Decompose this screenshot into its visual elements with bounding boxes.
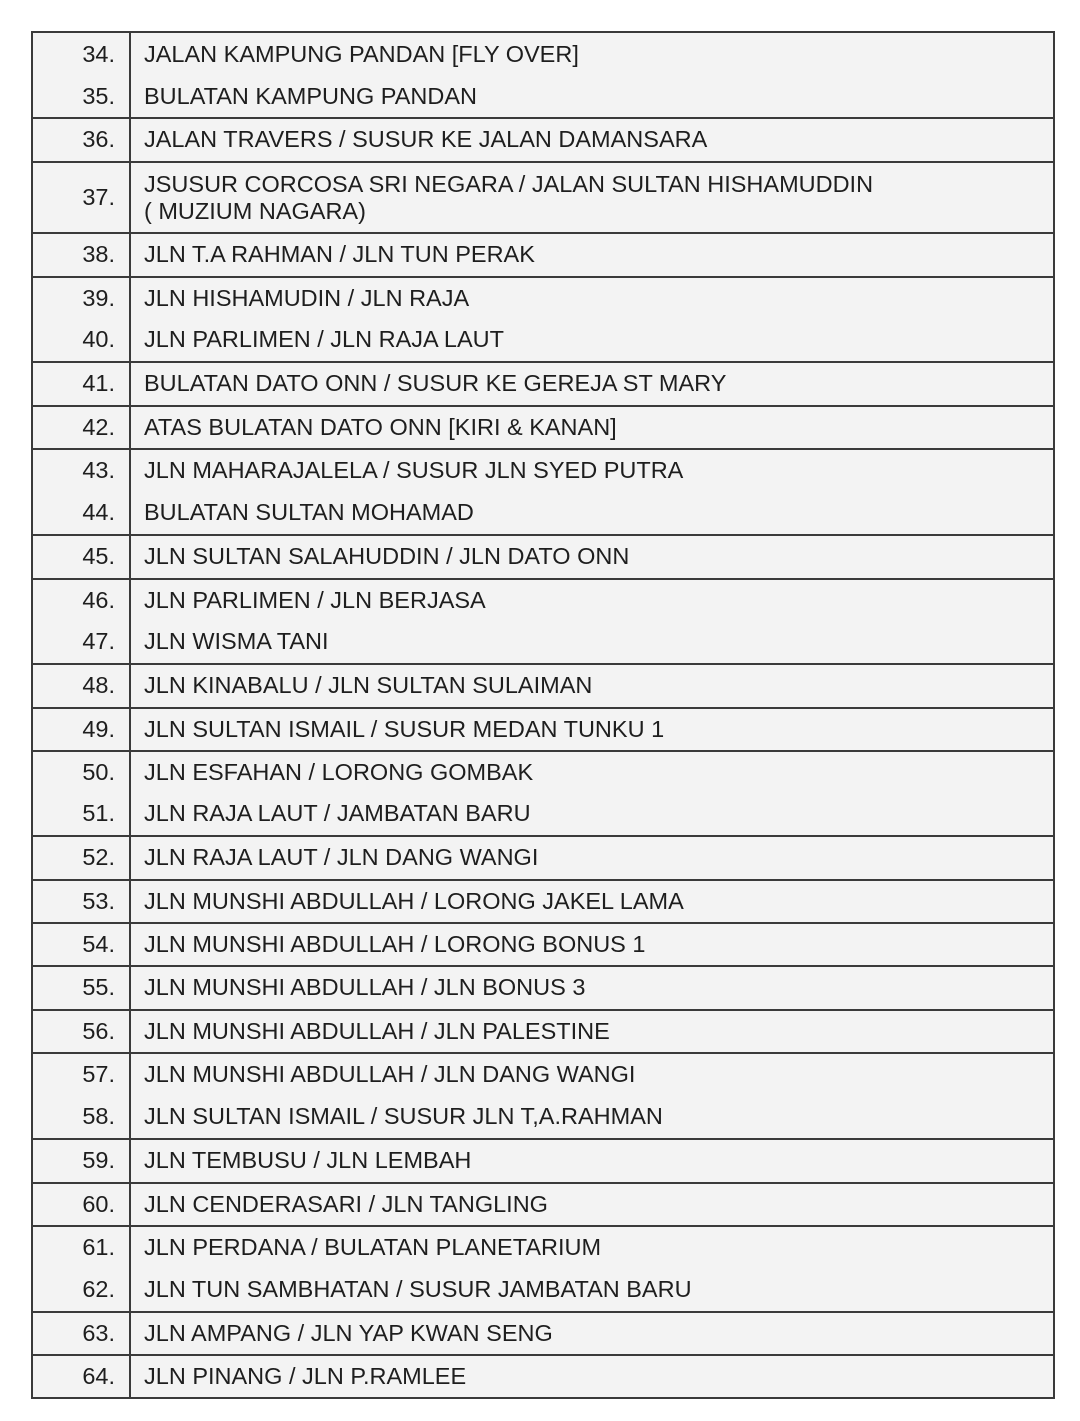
row-number: 40.	[32, 319, 130, 362]
row-number: 59.	[32, 1139, 130, 1183]
row-number: 45.	[32, 535, 130, 579]
table-row	[32, 362, 1054, 406]
row-location: JLN MAHARAJALELA / SUSUR JLN SYED PUTRA	[130, 449, 1054, 492]
table-row	[32, 319, 1054, 362]
row-number: 35.	[32, 76, 130, 118]
row-number: 63.	[32, 1312, 130, 1355]
row-number: 61.	[32, 1226, 130, 1268]
row-number: 38.	[32, 233, 130, 277]
table-row	[32, 1095, 1054, 1139]
row-number: 64.	[32, 1355, 130, 1398]
row-number: 50.	[32, 751, 130, 793]
row-number: 54.	[32, 923, 130, 966]
table-row	[32, 664, 1054, 708]
row-location: JLN SULTAN SALAHUDDIN / JLN DATO ONN	[130, 535, 1054, 579]
row-number: 39.	[32, 277, 130, 319]
row-number: 56.	[32, 1010, 130, 1053]
row-location-line-2: ( MUZIUM NAGARA)	[144, 197, 366, 224]
row-location: JLN MUNSHI ABDULLAH / JLN PALESTINE	[130, 1010, 1054, 1053]
row-number: 46.	[32, 579, 130, 621]
row-number: 48.	[32, 664, 130, 708]
row-location: JLN ESFAHAN / LORONG GOMBAK	[130, 751, 1054, 793]
table-row	[32, 118, 1054, 162]
row-location: JLN MUNSHI ABDULLAH / LORONG BONUS 1	[130, 923, 1054, 966]
row-location: JLN CENDERASARI / JLN TANGLING	[130, 1183, 1054, 1226]
row-location: JLN PINANG / JLN P.RAMLEE	[130, 1355, 1054, 1398]
row-number: 57.	[32, 1053, 130, 1095]
row-location: JLN MUNSHI ABDULLAH / JLN DANG WANGI	[130, 1053, 1054, 1095]
row-number: 52.	[32, 836, 130, 880]
row-location: JLN PARLIMEN / JLN RAJA LAUT	[130, 319, 1054, 362]
row-location: JLN PERDANA / BULATAN PLANETARIUM	[130, 1226, 1054, 1268]
row-number: 60.	[32, 1183, 130, 1226]
row-location	[130, 162, 1054, 233]
table-row	[32, 751, 1054, 793]
row-location: BULATAN KAMPUNG PANDAN	[130, 76, 1054, 118]
table-row	[32, 1053, 1054, 1095]
row-number: 53.	[32, 880, 130, 923]
table-row	[32, 966, 1054, 1010]
row-number: 58.	[32, 1095, 130, 1139]
table-row	[32, 1183, 1054, 1226]
row-number: 44.	[32, 492, 130, 535]
row-location: JLN RAJA LAUT / JAMBATAN BARU	[130, 793, 1054, 836]
row-location: JLN AMPANG / JLN YAP KWAN SENG	[130, 1312, 1054, 1355]
row-number: 51.	[32, 793, 130, 836]
row-number: 41.	[32, 362, 130, 406]
row-location: JLN KINABALU / JLN SULTAN SULAIMAN	[130, 664, 1054, 708]
table-row	[32, 277, 1054, 319]
row-location: JLN TUN SAMBHATAN / SUSUR JAMBATAN BARU	[130, 1268, 1054, 1312]
row-number: 62.	[32, 1268, 130, 1312]
table-row	[32, 1226, 1054, 1268]
row-location: JLN WISMA TANI	[130, 621, 1054, 664]
table-row	[32, 32, 1054, 76]
row-location: JLN SULTAN ISMAIL / SUSUR JLN T,A.RAHMAN	[130, 1095, 1054, 1139]
row-location: JLN MUNSHI ABDULLAH / LORONG JAKEL LAMA	[130, 880, 1054, 923]
table-row	[32, 1312, 1054, 1355]
row-location: JLN RAJA LAUT / JLN DANG WANGI	[130, 836, 1054, 880]
table-row	[32, 579, 1054, 621]
row-location: BULATAN SULTAN MOHAMAD	[130, 492, 1054, 535]
row-location: JLN PARLIMEN / JLN BERJASA	[130, 579, 1054, 621]
row-location: JLN SULTAN ISMAIL / SUSUR MEDAN TUNKU 1	[130, 708, 1054, 751]
table-row	[32, 76, 1054, 118]
table-row	[32, 492, 1054, 535]
row-location: JLN MUNSHI ABDULLAH / JLN BONUS 3	[130, 966, 1054, 1010]
table-row	[32, 923, 1054, 966]
row-location: JLN TEMBUSU / JLN LEMBAH	[130, 1139, 1054, 1183]
row-number: 43.	[32, 449, 130, 492]
location-table	[31, 31, 1055, 1399]
table-row	[32, 1355, 1054, 1398]
row-location-line-1: JSUSUR CORCOSA SRI NEGARA / JALAN SULTAN HISHAMUDDIN	[144, 170, 874, 197]
table-row	[32, 535, 1054, 579]
row-number: 36.	[32, 118, 130, 162]
row-number: 37.	[32, 162, 130, 233]
table-row	[32, 621, 1054, 664]
table-row	[32, 449, 1054, 492]
table-row	[32, 406, 1054, 449]
row-number: 49.	[32, 708, 130, 751]
table-row	[32, 162, 1054, 233]
table-row	[32, 793, 1054, 836]
row-number: 42.	[32, 406, 130, 449]
table-row	[32, 1010, 1054, 1053]
row-location: JALAN KAMPUNG PANDAN [FLY OVER]	[130, 32, 1054, 76]
table-row	[32, 836, 1054, 880]
row-location: JLN HISHAMUDIN / JLN RAJA	[130, 277, 1054, 319]
row-location: ATAS BULATAN DATO ONN [KIRI & KANAN]	[130, 406, 1054, 449]
row-location: BULATAN DATO ONN / SUSUR KE GEREJA ST MARY	[130, 362, 1054, 406]
table-row	[32, 1268, 1054, 1312]
row-number: 55.	[32, 966, 130, 1010]
table-row	[32, 1139, 1054, 1183]
row-number: 34.	[32, 32, 130, 76]
row-location: JLN T.A RAHMAN / JLN TUN PERAK	[130, 233, 1054, 277]
table-row	[32, 233, 1054, 277]
table-row	[32, 708, 1054, 751]
row-location: JALAN TRAVERS / SUSUR KE JALAN DAMANSARA	[130, 118, 1054, 162]
table-row	[32, 880, 1054, 923]
row-number: 47.	[32, 621, 130, 664]
